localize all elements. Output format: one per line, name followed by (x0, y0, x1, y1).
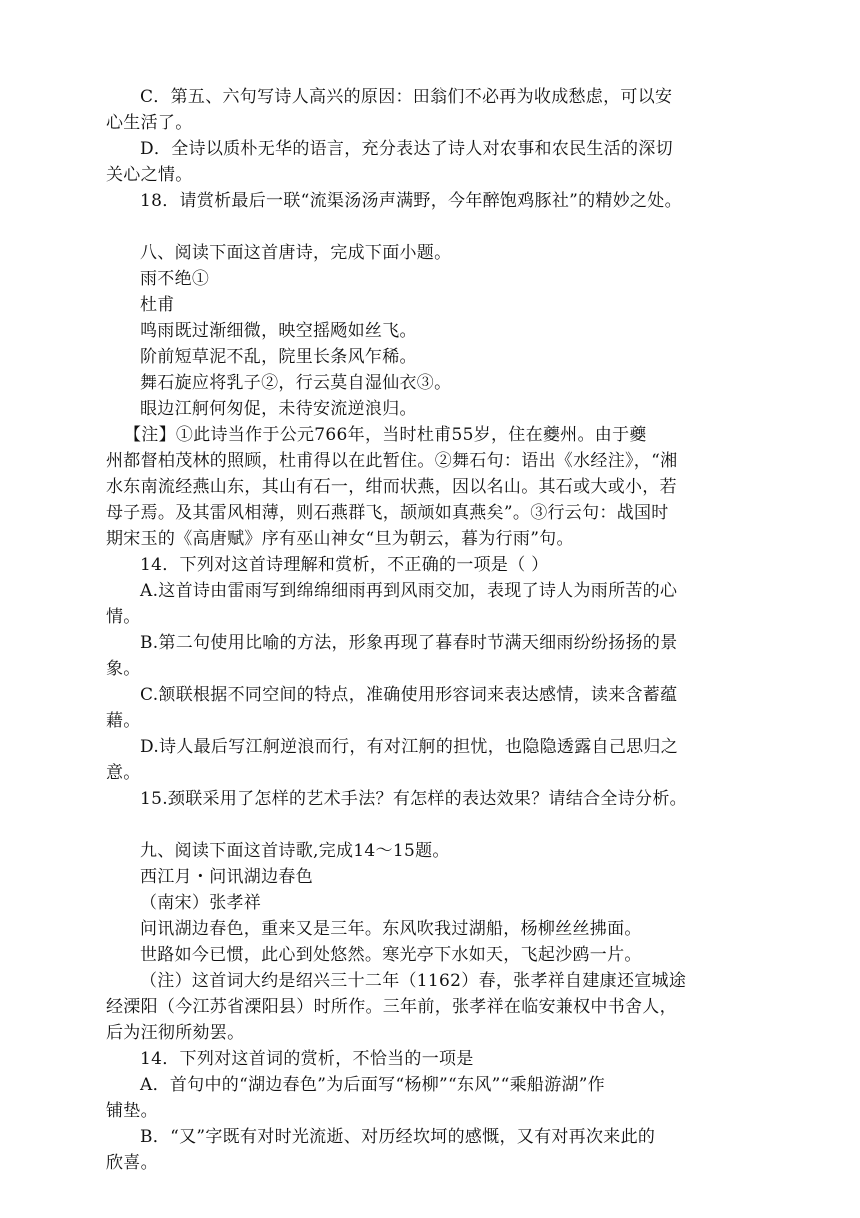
poem-line: 世路如今已惯，此心到处悠然。寒光亭下水如天，飞起沙鸥一片。 (140, 945, 642, 965)
question-14: 14．下列对这首词的赏析，不恰当的一项是 (140, 1049, 474, 1069)
option-c: C．第五、六句写诗人高兴的原因：田翁们不必再为收成愁虑，可以安 (140, 87, 673, 107)
option-d-continued: 意。 (106, 763, 141, 783)
question-15: 15.颈联采用了怎样的艺术手法？有怎样的表达效果？请结合全诗分析。 (140, 789, 687, 809)
spacer (106, 812, 764, 838)
poem-note: （注）这首词大约是绍兴三十二年（1162）春，张孝祥自建康还宣城途 (140, 971, 687, 991)
poem-line: 问讯湖边春色，重来又是三年。东风吹我过湖船，杨柳丝丝拂面。 (140, 919, 642, 939)
option-c-continued: 心生活了。 (106, 113, 193, 133)
option-a: A．首句中的“湖边春色”为后面写“杨柳”“东风”“乘船游湖”作 (140, 1075, 606, 1095)
spacer (106, 214, 764, 240)
option-b-continued: 欣喜。 (106, 1153, 158, 1173)
option-a: A.这首诗由雷雨写到绵绵细雨再到风雨交加，表现了诗人为雨所苦的心 (140, 581, 678, 601)
poem-note: 州都督柏茂林的照顾，杜甫得以在此暂住。②舞石句：语出《水经注》，“湘 (106, 451, 678, 471)
option-d: D．全诗以质朴无华的语言，充分表达了诗人对农事和农民生活的深切 (140, 139, 673, 159)
section-9-heading: 九、阅读下面这首诗歌,完成14～15题。 (140, 841, 450, 861)
poem-note: 母子焉。及其雷风相薄，则石燕群飞，颉颃如真燕矣”。③行云句：战国时 (106, 503, 669, 523)
option-c: C.颔联根据不同空间的特点，准确使用形容词来表达感情，读来含蓄蕴 (140, 685, 678, 705)
poem-line: 阶前短草泥不乱，院里长条风乍稀。 (140, 347, 417, 367)
poem-note: 水东南流经燕山东，其山有石一，绀而状燕，因以名山。其石或大或小，若 (106, 477, 677, 497)
option-b: B．“又”字既有对时光流逝、对历经坎坷的感慨，又有对再次来此的 (140, 1127, 656, 1147)
option-a-continued: 情。 (106, 607, 141, 627)
poem-note: 经溧阳（今江苏省溧阳县）时所作。三年前，张孝祥在临安兼权中书舍人， (106, 997, 677, 1017)
poem-note: 期宋玉的《高唐赋》序有巫山神女“旦为朝云，暮为行雨”句。 (106, 529, 574, 549)
poem-line: 鸣雨既过渐细微，映空摇飏如丝飞。 (140, 321, 417, 341)
poem-author: 杜甫 (140, 295, 175, 315)
option-a-continued: 铺垫。 (106, 1101, 158, 1121)
option-c-continued: 藉。 (106, 711, 141, 731)
section-8-heading: 八、阅读下面这首唐诗，完成下面小题。 (140, 243, 452, 263)
poem-note: 【注】①此诗当作于公元766年，当时杜甫55岁，住在夔州。由于夔 (124, 425, 647, 445)
poem-line: 舞石旋应将乳子②，行云莫自湿仙衣③。 (140, 373, 452, 393)
question-18: 18．请赏析最后一联“流渠汤汤声满野，今年醉饱鸡豚社”的精妙之处。 (140, 191, 682, 211)
poem-title: 西江月・问讯湖边春色 (140, 867, 313, 887)
poem-line: 眼边江舸何匆促，未待安流逆浪归。 (140, 399, 417, 419)
poem-title: 雨不绝① (140, 269, 210, 289)
poem-author: （南宋）张孝祥 (140, 893, 262, 913)
poem-note: 后为汪彻所劾罢。 (106, 1023, 245, 1043)
option-d-continued: 关心之情。 (106, 165, 193, 185)
option-b: B.第二句使用比喻的方法，形象再现了暮春时节满天细雨纷纷扬扬的景 (140, 633, 678, 653)
option-b-continued: 象。 (106, 659, 141, 679)
question-14: 14．下列对这首诗理解和赏析，不正确的一项是（ ） (140, 555, 549, 575)
option-d: D.诗人最后写江舸逆浪而行，有对江舸的担忧，也隐隐透露自己思归之 (140, 737, 679, 757)
